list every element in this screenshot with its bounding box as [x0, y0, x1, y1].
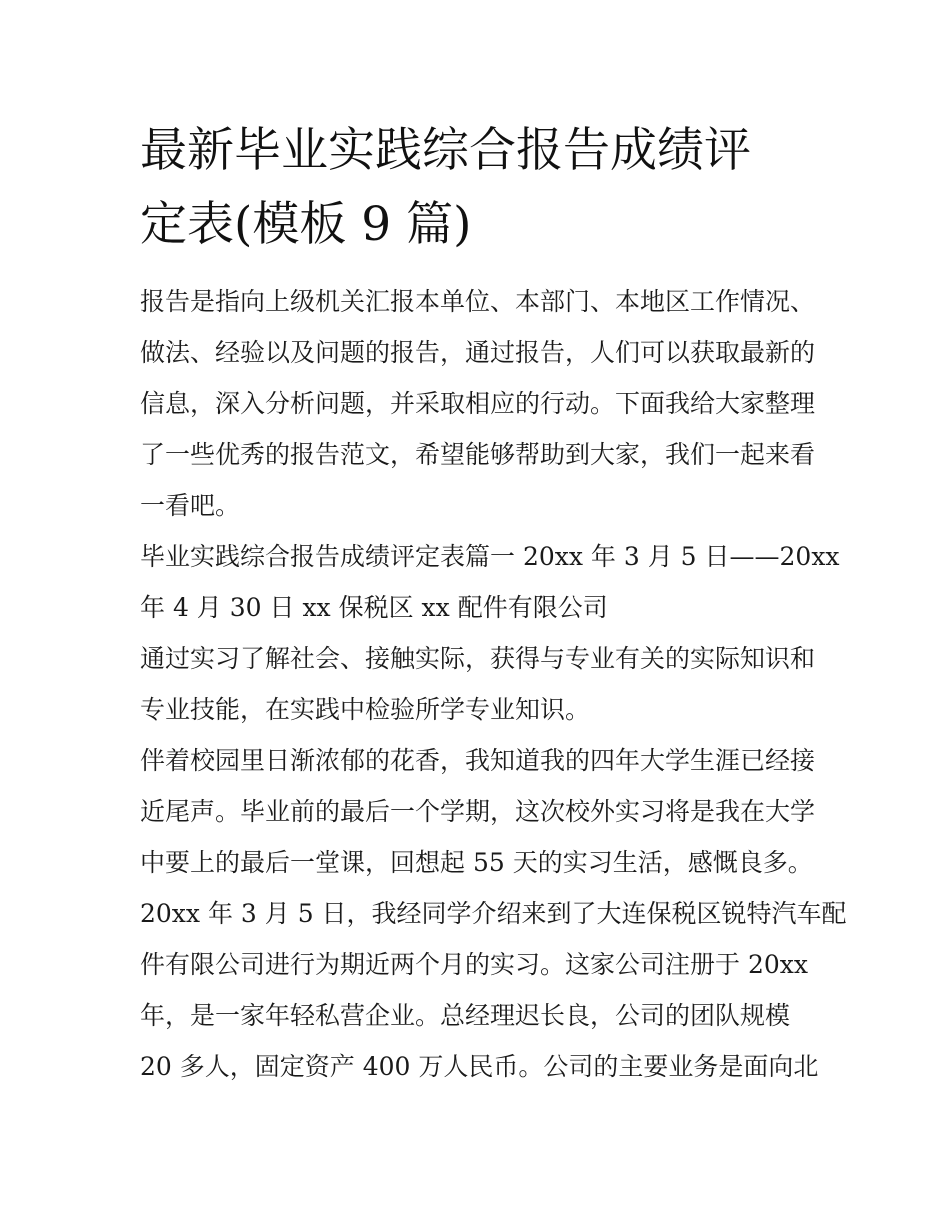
document-title: [140, 114, 820, 262]
body-line-16: 20 多人，固定资产 400 万人民币。公司的主要业务是面向北: [140, 1052, 819, 1081]
body-line-5: 一看吧。: [140, 491, 241, 520]
title-line-1: 最新毕业实践综合报告成绩评: [140, 123, 751, 178]
body-line-4: 了一些优秀的报告范文，希望能够帮助到大家，我们一起来看: [140, 440, 816, 469]
document-body: [140, 276, 847, 1092]
body-line-12: 中要上的最后一堂课，回想起 55 天的实习生活，感慨良多。: [140, 848, 813, 877]
body-line-15: 年，是一家年轻私营企业。总经理迟长良，公司的团队规模: [140, 1001, 791, 1030]
body-line-2: 做法、经验以及问题的报告，通过报告，人们可以获取最新的: [140, 338, 816, 367]
body-line-7: 年 4 月 30 日 xx 保税区 xx 配件有限公司: [140, 593, 608, 622]
body-line-13: 20xx 年 3 月 5 日，我经同学介绍来到了大连保税区锐特汽车配: [140, 899, 847, 928]
body-line-8: 通过实习了解社会、接触实际，获得与专业有关的实际知识和: [140, 644, 816, 673]
body-line-6: 毕业实践综合报告成绩评定表篇一 20xx 年 3 月 5 日——20xx: [140, 542, 840, 571]
body-line-14: 件有限公司进行为期近两个月的实习。这家公司注册于 20xx: [140, 950, 808, 979]
body-line-10: 伴着校园里日渐浓郁的花香，我知道我的四年大学生涯已经接: [140, 746, 816, 775]
title-line-2: 定表(模板 9 篇): [140, 197, 472, 252]
body-line-3: 信息，深入分析问题，并采取相应的行动。下面我给大家整理: [140, 389, 816, 418]
body-line-9: 专业技能，在实践中检验所学专业知识。: [140, 695, 591, 724]
body-line-11: 近尾声。毕业前的最后一个学期，这次校外实习将是我在大学: [140, 797, 816, 826]
body-line-1: 报告是指向上级机关汇报本单位、本部门、本地区工作情况、: [140, 287, 816, 316]
